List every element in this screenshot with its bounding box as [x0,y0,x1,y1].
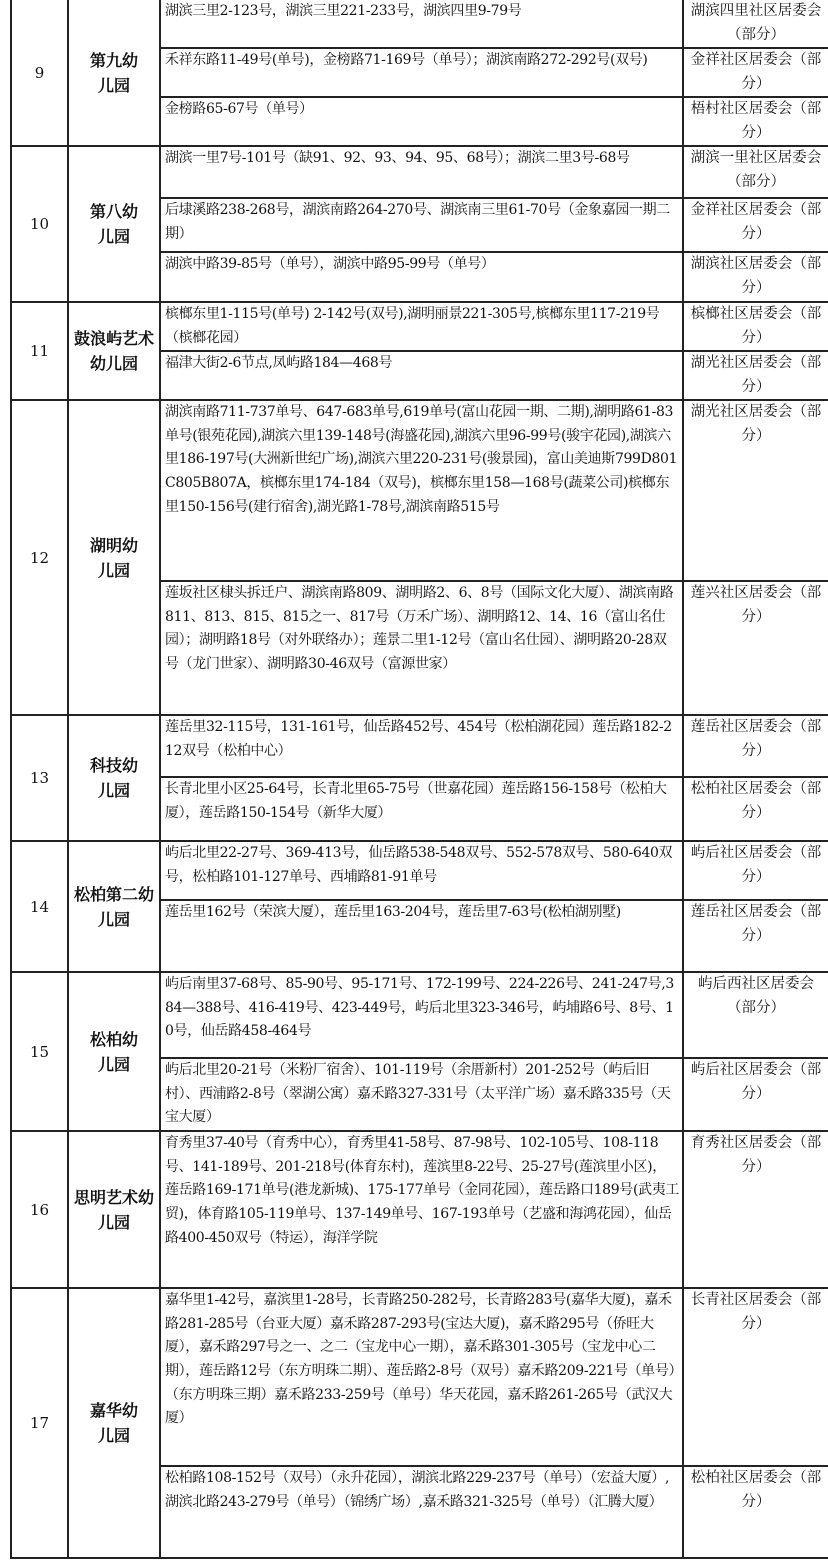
kindergarten-name: 湖明幼儿园 [68,400,160,715]
community-cell: 屿后社区居委会（部分） [683,841,828,900]
row-number: 12 [11,400,68,715]
row-number: 17 [11,1288,68,1558]
row-number: 13 [11,715,68,841]
address-cell: 福津大街2-6节点,凤屿路184—468号 [160,351,683,400]
table-row [11,302,828,351]
community-cell: 屿后西社区居委会（部分） [683,972,828,1058]
table-row [11,841,828,900]
community-cell: 湖光社区居委会（部分） [683,400,828,581]
table-row [11,1288,828,1466]
community-cell: 长青社区居委会（部分） [683,1288,828,1466]
table-row [11,972,828,1058]
row-number: 11 [11,302,68,400]
kindergarten-name: 嘉华幼儿园 [68,1288,160,1558]
kindergarten-name: 第八幼儿园 [68,146,160,302]
community-cell: 莲岳社区居委会（部分） [683,715,828,777]
table-body [11,0,828,1558]
table-row [11,715,828,777]
community-cell: 湖滨四里社区居委会（部分） [683,0,828,48]
table-row [11,146,828,198]
community-cell: 金祥社区居委会（部分） [683,198,828,252]
community-cell: 梧村社区居委会（部分） [683,97,828,146]
address-cell: 屿后北里20-21号（米粉厂宿舍）、101-119号（余厝新村）201-252号（屿后旧村）、西浦路2-8号（翠湖公寓）嘉禾路327-331号（太平洋广场）嘉禾路335号（天宝大厦） [160,1058,683,1131]
community-cell: 屿后社区居委会（部分） [683,1058,828,1131]
community-cell: 槟榔社区居委会（部分） [683,302,828,351]
address-cell: 金榜路65-67号（单号） [160,97,683,146]
table-row [11,0,828,48]
community-cell: 莲兴社区居委会（部分） [683,581,828,715]
address-cell: 莲岳里162号（荣滨大厦），莲岳里163-204号，莲岳里7-63号(松柏湖别墅) [160,900,683,972]
community-cell: 松柏社区居委会（部分） [683,777,828,841]
address-cell: 屿后北里22-27号、369-413号，仙岳路538-548双号、552-578双号、580-640双号，松柏路101-127单号、西埔路81-91单号 [160,841,683,900]
address-cell: 湖滨三里2-123号，湖滨三里221-233号，湖滨四里9-79号 [160,0,683,48]
community-cell: 金祥社区居委会（部分） [683,48,828,97]
kindergarten-name: 松柏幼儿园 [68,972,160,1131]
address-cell: 松柏路108-152号（双号）（永升花园），湖滨北路229-237号（单号）（宏益大厦）,湖滨北路243-279号（单号）（锦绣广场）,嘉禾路321-325号（单号）（汇腾大厦） [160,1466,683,1558]
row-number: 10 [11,146,68,302]
address-cell: 嘉华里1-42号，嘉滨里1-28号，长青路250-282号，长青路283号(嘉华大厦)，嘉禾路281-285号（台亚大厦）嘉禾路287-293号(宝达大厦)，嘉禾路295号（侨旺大厦），嘉禾路297号之一、之二（宝龙中心一期），嘉禾路301-305号（宝龙中心二期），莲岳路12号（东方明珠二期）、莲岳路2-8号（双号）嘉禾路209-221号（单号）（东方明珠三期）嘉禾路233-259号（单号）华天花园，嘉禾路261-265号（武汉大厦） [160,1288,683,1466]
row-number: 16 [11,1131,68,1288]
community-cell: 育秀社区居委会（部分） [683,1131,828,1288]
community-cell: 湖滨社区居委会（部分） [683,252,828,302]
address-cell: 莲坂社区棣头拆迁户、湖滨南路809、湖明路2、6、8号（国际文化大厦）、湖滨南路811、813、815、815之一、817号（万禾广场）、湖明路12、14、16（富山名仕园）；湖明路18号（对外联络办）；莲景二里1-12号（富山名仕园）、湖明路20-28双号（龙门世家）、湖明路30-46双号（富源世家） [160,581,683,715]
address-cell: 长青北里小区25-64号，长青北里65-75号（世嘉花园）莲岳路156-158号（松柏大厦），莲岳路150-154号（新华大厦） [160,777,683,841]
row-number: 9 [11,0,68,146]
community-cell: 湖滨一里社区居委会（部分） [683,146,828,198]
table-row [11,1131,828,1288]
row-number: 15 [11,972,68,1131]
address-cell: 湖滨南路711-737单号、647-683单号,619单号(富山花园一期、二期),湖明路61-83单号(银苑花园),湖滨六里139-148号(海盛花园),湖滨六里96-99号(骏宇花园),湖滨六里186-197号(大洲新世纪广场),湖滨六里220-231号(骏景园)，富山美迪斯799D801C805B807A，槟榔东里174-184（双号)，槟榔东里158—168号(蔬菜公司)槟榔东里150-156号(建行宿舍),湖光路1-78号,湖滨南路515号 [160,400,683,581]
address-cell: 槟榔东里1-115号(单号) 2-142号(双号),湖明丽景221-305号,槟榔东里117-219号（槟榔花园） [160,302,683,351]
community-cell: 湖光社区居委会（部分） [683,351,828,400]
address-cell: 育秀里37-40号（育秀中心），育秀里41-58号、87-98号、102-105号、108-118号、141-189号、201-218号(体育东村)，莲滨里8-22号、25-27号(莲滨里小区)，莲岳路169-171单号(港龙新城)、175-177单号（金同花园），莲岳路口189号(武夷工贸)，体育路105-119单号、137-149单号、167-193单号（艺盛和海鸿花园），仙岳路400-450双号（特运），海洋学院 [160,1131,683,1288]
address-cell: 屿后南里37-68号、85-90号、95-171号、172-199号、224-226号、241-247号,384—388号、416-419号、423-449号，屿后北里323-346号，屿埔路6号、8号、10号，仙岳路458-464号 [160,972,683,1058]
address-cell: 禾祥东路11-49号(单号)，金榜路71-169号（单号）；湖滨南路272-292号(双号) [160,48,683,97]
address-cell: 湖滨一里7号-101号（缺91、92、93、94、95、68号）；湖滨二里3号-68号 [160,146,683,198]
kindergarten-name: 鼓浪屿艺术幼儿园 [68,302,160,400]
table-row [11,400,828,581]
community-cell: 松柏社区居委会（部分） [683,1466,828,1558]
kindergarten-name: 思明艺术幼儿园 [68,1131,160,1288]
community-cell: 莲岳社区居委会（部分） [683,900,828,972]
row-number: 14 [11,841,68,972]
address-cell: 莲岳里32-115号，131-161号，仙岳路452号、454号（松柏湖花园）莲岳路182-212双号（松柏中心） [160,715,683,777]
kindergarten-name: 松柏第二幼儿园 [68,841,160,972]
address-cell: 后埭溪路238-268号，湖滨南路264-270号、湖滨南三里61-70号（金象嘉园一期二期） [160,198,683,252]
kindergarten-name: 科技幼儿园 [68,715,160,841]
kindergarten-name: 第九幼儿园 [68,0,160,146]
district-table [10,0,828,1559]
address-cell: 湖滨中路39-85号（单号），湖滨中路95-99号（单号） [160,252,683,302]
